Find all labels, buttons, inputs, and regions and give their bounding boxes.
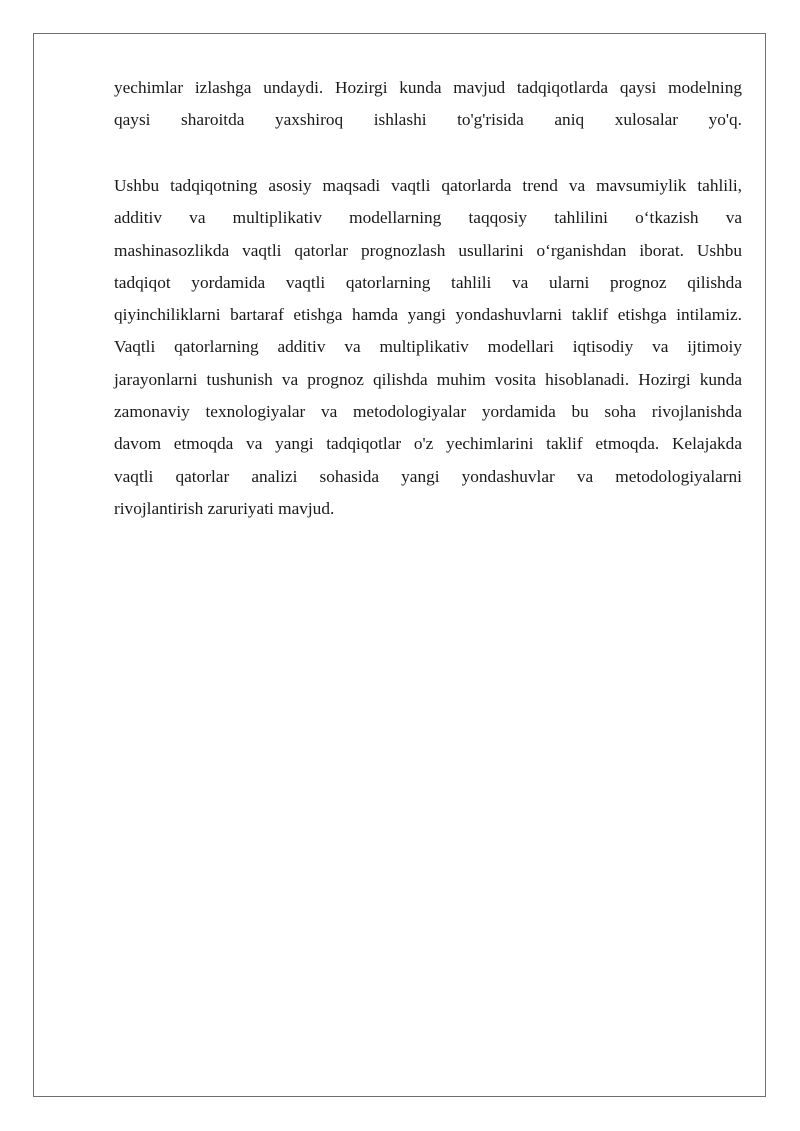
text-line: additiv va multiplikativ modellarning taqqosiy tahlilini o‘tkazish va xyxy=(114,208,742,228)
text-line: jarayonlarni tushunish va prognoz qilishda muhim vosita hisoblanadi. Hozirgi kunda xyxy=(114,369,742,389)
text-line: zamonaviy texnologiyalar va metodologiyalar yordamida bu soha rivojlanishda xyxy=(114,402,742,422)
text-line: qiyinchiliklarni bartaraf etishga hamda yangi yondashuvlarni taklif etishga intilamiz. xyxy=(114,305,742,325)
paragraph-2 xyxy=(114,170,742,525)
text-line: qaysi sharoitda yaxshiroq ishlashi to'g'risida aniq xulosalar yo'q. xyxy=(114,110,742,130)
text-line: Vaqtli qatorlarning additiv va multiplikativ modellari iqtisodiy va ijtimoiy xyxy=(114,337,742,357)
text-line: tadqiqot yordamida vaqtli qatorlarning tahlili va ularni prognoz qilishda xyxy=(114,272,742,292)
text-line: mashinasozlikda vaqtli qatorlar prognozlash usullarini o‘rganishdan iborat. Ushbu xyxy=(114,240,742,260)
text-line: Ushbu tadqiqotning asosiy maqsadi vaqtli qatorlarda trend va mavsumiylik tahlili, xyxy=(114,176,742,195)
text-line: yechimlar izlashga undaydi. Hozirgi kunda mavjud tadqiqotlarda qaysi modelning xyxy=(114,78,742,97)
text-line: vaqtli qatorlar analizi sohasida yangi yondashuvlar va metodologiyalarni xyxy=(114,466,742,486)
text-line: rivojlantirish zaruriyati mavjud. xyxy=(114,498,335,518)
paragraph-1 xyxy=(114,72,742,137)
text-line: davom etmoqda va yangi tadqiqotlar o'z yechimlarini taklif etmoqda. Kelajakda xyxy=(114,434,742,454)
